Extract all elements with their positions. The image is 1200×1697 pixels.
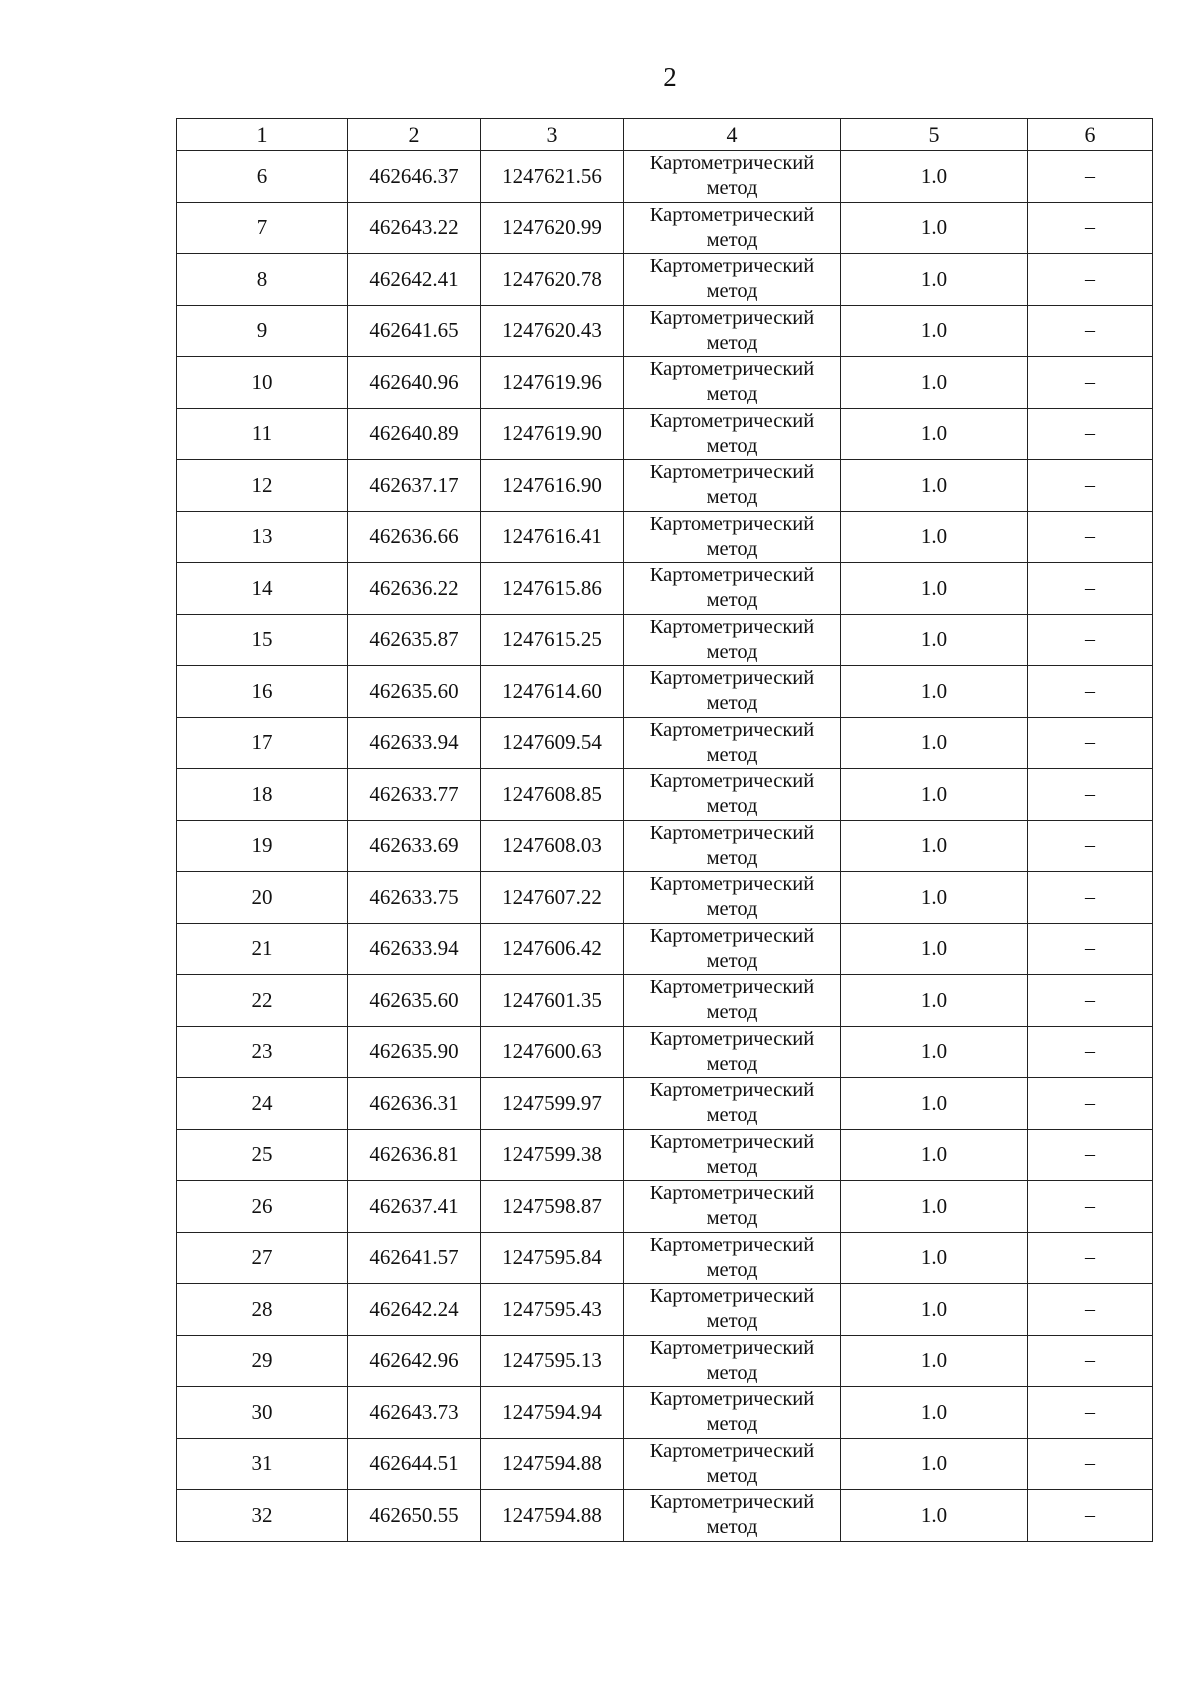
y-coordinate-cell: 1247619.96 [481, 357, 624, 409]
y-coordinate-cell: 1247609.54 [481, 717, 624, 769]
point-number-cell: 31 [177, 1438, 348, 1490]
column-header-5: 5 [841, 119, 1028, 151]
method-cell: Картометрический метод [624, 511, 841, 563]
y-coordinate-cell: 1247615.25 [481, 614, 624, 666]
table-row [177, 769, 1153, 821]
accuracy-cell: 1.0 [841, 1335, 1028, 1387]
point-number-cell: 15 [177, 614, 348, 666]
point-number-cell: 22 [177, 975, 348, 1027]
table-row [177, 1387, 1153, 1439]
point-number-cell: 28 [177, 1284, 348, 1336]
note-cell: – [1028, 820, 1153, 872]
x-coordinate-cell: 462636.66 [348, 511, 481, 563]
table-row [177, 614, 1153, 666]
note-cell: – [1028, 872, 1153, 924]
accuracy-cell: 1.0 [841, 769, 1028, 821]
accuracy-cell: 1.0 [841, 1232, 1028, 1284]
note-cell: – [1028, 1078, 1153, 1130]
x-coordinate-cell: 462633.77 [348, 769, 481, 821]
x-coordinate-cell: 462650.55 [348, 1490, 481, 1542]
table-row [177, 254, 1153, 306]
table-header-row [177, 119, 1153, 151]
method-cell: Картометрический метод [624, 1387, 841, 1439]
point-number-cell: 14 [177, 563, 348, 615]
column-header-4: 4 [624, 119, 841, 151]
y-coordinate-cell: 1247619.90 [481, 408, 624, 460]
x-coordinate-cell: 462643.73 [348, 1387, 481, 1439]
accuracy-cell: 1.0 [841, 717, 1028, 769]
method-cell: Картометрический метод [624, 769, 841, 821]
table-row [177, 408, 1153, 460]
accuracy-cell: 1.0 [841, 151, 1028, 203]
method-cell: Картометрический метод [624, 1078, 841, 1130]
method-cell: Картометрический метод [624, 1129, 841, 1181]
point-number-cell: 23 [177, 1026, 348, 1078]
table-row [177, 1438, 1153, 1490]
accuracy-cell: 1.0 [841, 1490, 1028, 1542]
method-cell: Картометрический метод [624, 923, 841, 975]
method-cell: Картометрический метод [624, 1232, 841, 1284]
point-number-cell: 32 [177, 1490, 348, 1542]
point-number-cell: 30 [177, 1387, 348, 1439]
note-cell: – [1028, 666, 1153, 718]
x-coordinate-cell: 462635.90 [348, 1026, 481, 1078]
x-coordinate-cell: 462635.87 [348, 614, 481, 666]
point-number-cell: 7 [177, 202, 348, 254]
y-coordinate-cell: 1247616.41 [481, 511, 624, 563]
point-number-cell: 26 [177, 1181, 348, 1233]
method-cell: Картометрический метод [624, 872, 841, 924]
method-cell: Картометрический метод [624, 1490, 841, 1542]
table-row [177, 1284, 1153, 1336]
note-cell: – [1028, 1490, 1153, 1542]
point-number-cell: 20 [177, 872, 348, 924]
x-coordinate-cell: 462636.81 [348, 1129, 481, 1181]
x-coordinate-cell: 462637.17 [348, 460, 481, 512]
y-coordinate-cell: 1247600.63 [481, 1026, 624, 1078]
y-coordinate-cell: 1247599.38 [481, 1129, 624, 1181]
table-row [177, 872, 1153, 924]
point-number-cell: 13 [177, 511, 348, 563]
table-row [177, 460, 1153, 512]
accuracy-cell: 1.0 [841, 460, 1028, 512]
point-number-cell: 18 [177, 769, 348, 821]
note-cell: – [1028, 1284, 1153, 1336]
y-coordinate-cell: 1247599.97 [481, 1078, 624, 1130]
point-number-cell: 27 [177, 1232, 348, 1284]
x-coordinate-cell: 462641.57 [348, 1232, 481, 1284]
table-row [177, 1078, 1153, 1130]
note-cell: – [1028, 305, 1153, 357]
point-number-cell: 19 [177, 820, 348, 872]
method-cell: Картометрический метод [624, 975, 841, 1027]
table-row [177, 717, 1153, 769]
table-row [177, 1026, 1153, 1078]
y-coordinate-cell: 1247608.03 [481, 820, 624, 872]
x-coordinate-cell: 462636.31 [348, 1078, 481, 1130]
method-cell: Картометрический метод [624, 1026, 841, 1078]
x-coordinate-cell: 462642.24 [348, 1284, 481, 1336]
accuracy-cell: 1.0 [841, 202, 1028, 254]
method-cell: Картометрический метод [624, 666, 841, 718]
accuracy-cell: 1.0 [841, 1438, 1028, 1490]
accuracy-cell: 1.0 [841, 408, 1028, 460]
x-coordinate-cell: 462640.89 [348, 408, 481, 460]
x-coordinate-cell: 462646.37 [348, 151, 481, 203]
table-row [177, 1335, 1153, 1387]
x-coordinate-cell: 462641.65 [348, 305, 481, 357]
table-row [177, 1232, 1153, 1284]
table-row [177, 305, 1153, 357]
note-cell: – [1028, 357, 1153, 409]
y-coordinate-cell: 1247598.87 [481, 1181, 624, 1233]
method-cell: Картометрический метод [624, 717, 841, 769]
point-number-cell: 9 [177, 305, 348, 357]
accuracy-cell: 1.0 [841, 357, 1028, 409]
accuracy-cell: 1.0 [841, 1078, 1028, 1130]
method-cell: Картометрический метод [624, 408, 841, 460]
method-cell: Картометрический метод [624, 1335, 841, 1387]
y-coordinate-cell: 1247614.60 [481, 666, 624, 718]
method-cell: Картометрический метод [624, 820, 841, 872]
column-header-1: 1 [177, 119, 348, 151]
y-coordinate-cell: 1247608.85 [481, 769, 624, 821]
table-row [177, 1129, 1153, 1181]
x-coordinate-cell: 462640.96 [348, 357, 481, 409]
y-coordinate-cell: 1247595.84 [481, 1232, 624, 1284]
note-cell: – [1028, 408, 1153, 460]
note-cell: – [1028, 1438, 1153, 1490]
note-cell: – [1028, 717, 1153, 769]
point-number-cell: 25 [177, 1129, 348, 1181]
table-row [177, 1490, 1153, 1542]
table-row [177, 820, 1153, 872]
method-cell: Картометрический метод [624, 254, 841, 306]
point-number-cell: 11 [177, 408, 348, 460]
note-cell: – [1028, 614, 1153, 666]
method-cell: Картометрический метод [624, 460, 841, 512]
y-coordinate-cell: 1247616.90 [481, 460, 624, 512]
method-cell: Картометрический метод [624, 357, 841, 409]
x-coordinate-cell: 462633.69 [348, 820, 481, 872]
page-number: 2 [663, 62, 677, 92]
method-cell: Картометрический метод [624, 614, 841, 666]
accuracy-cell: 1.0 [841, 666, 1028, 718]
column-header-2: 2 [348, 119, 481, 151]
point-number-cell: 8 [177, 254, 348, 306]
coordinates-table [176, 118, 1153, 1542]
y-coordinate-cell: 1247615.86 [481, 563, 624, 615]
accuracy-cell: 1.0 [841, 1181, 1028, 1233]
x-coordinate-cell: 462643.22 [348, 202, 481, 254]
accuracy-cell: 1.0 [841, 872, 1028, 924]
note-cell: – [1028, 1387, 1153, 1439]
accuracy-cell: 1.0 [841, 820, 1028, 872]
table-body [177, 151, 1153, 1542]
table-row [177, 666, 1153, 718]
note-cell: – [1028, 202, 1153, 254]
table-row [177, 151, 1153, 203]
column-header-3: 3 [481, 119, 624, 151]
y-coordinate-cell: 1247595.13 [481, 1335, 624, 1387]
accuracy-cell: 1.0 [841, 511, 1028, 563]
note-cell: – [1028, 460, 1153, 512]
note-cell: – [1028, 1026, 1153, 1078]
note-cell: – [1028, 1232, 1153, 1284]
column-header-6: 6 [1028, 119, 1153, 151]
x-coordinate-cell: 462635.60 [348, 666, 481, 718]
note-cell: – [1028, 923, 1153, 975]
table-row [177, 202, 1153, 254]
method-cell: Картометрический метод [624, 305, 841, 357]
note-cell: – [1028, 254, 1153, 306]
y-coordinate-cell: 1247621.56 [481, 151, 624, 203]
x-coordinate-cell: 462635.60 [348, 975, 481, 1027]
point-number-cell: 16 [177, 666, 348, 718]
point-number-cell: 17 [177, 717, 348, 769]
table-row [177, 1181, 1153, 1233]
note-cell: – [1028, 151, 1153, 203]
accuracy-cell: 1.0 [841, 1026, 1028, 1078]
x-coordinate-cell: 462644.51 [348, 1438, 481, 1490]
y-coordinate-cell: 1247594.88 [481, 1438, 624, 1490]
y-coordinate-cell: 1247601.35 [481, 975, 624, 1027]
accuracy-cell: 1.0 [841, 254, 1028, 306]
accuracy-cell: 1.0 [841, 614, 1028, 666]
x-coordinate-cell: 462633.75 [348, 872, 481, 924]
x-coordinate-cell: 462642.41 [348, 254, 481, 306]
method-cell: Картометрический метод [624, 563, 841, 615]
method-cell: Картометрический метод [624, 202, 841, 254]
method-cell: Картометрический метод [624, 1284, 841, 1336]
point-number-cell: 6 [177, 151, 348, 203]
accuracy-cell: 1.0 [841, 1129, 1028, 1181]
x-coordinate-cell: 462636.22 [348, 563, 481, 615]
note-cell: – [1028, 563, 1153, 615]
note-cell: – [1028, 769, 1153, 821]
table-row [177, 975, 1153, 1027]
point-number-cell: 24 [177, 1078, 348, 1130]
table-row [177, 357, 1153, 409]
note-cell: – [1028, 1129, 1153, 1181]
method-cell: Картометрический метод [624, 1181, 841, 1233]
table-row [177, 923, 1153, 975]
method-cell: Картометрический метод [624, 151, 841, 203]
x-coordinate-cell: 462633.94 [348, 717, 481, 769]
point-number-cell: 12 [177, 460, 348, 512]
y-coordinate-cell: 1247594.88 [481, 1490, 624, 1542]
y-coordinate-cell: 1247606.42 [481, 923, 624, 975]
note-cell: – [1028, 1335, 1153, 1387]
note-cell: – [1028, 511, 1153, 563]
accuracy-cell: 1.0 [841, 1284, 1028, 1336]
point-number-cell: 29 [177, 1335, 348, 1387]
y-coordinate-cell: 1247620.99 [481, 202, 624, 254]
table-row [177, 563, 1153, 615]
x-coordinate-cell: 462642.96 [348, 1335, 481, 1387]
y-coordinate-cell: 1247594.94 [481, 1387, 624, 1439]
accuracy-cell: 1.0 [841, 563, 1028, 615]
accuracy-cell: 1.0 [841, 305, 1028, 357]
x-coordinate-cell: 462637.41 [348, 1181, 481, 1233]
accuracy-cell: 1.0 [841, 923, 1028, 975]
accuracy-cell: 1.0 [841, 1387, 1028, 1439]
note-cell: – [1028, 1181, 1153, 1233]
accuracy-cell: 1.0 [841, 975, 1028, 1027]
point-number-cell: 10 [177, 357, 348, 409]
point-number-cell: 21 [177, 923, 348, 975]
x-coordinate-cell: 462633.94 [348, 923, 481, 975]
y-coordinate-cell: 1247620.78 [481, 254, 624, 306]
table-row [177, 511, 1153, 563]
y-coordinate-cell: 1247620.43 [481, 305, 624, 357]
y-coordinate-cell: 1247607.22 [481, 872, 624, 924]
method-cell: Картометрический метод [624, 1438, 841, 1490]
note-cell: – [1028, 975, 1153, 1027]
y-coordinate-cell: 1247595.43 [481, 1284, 624, 1336]
